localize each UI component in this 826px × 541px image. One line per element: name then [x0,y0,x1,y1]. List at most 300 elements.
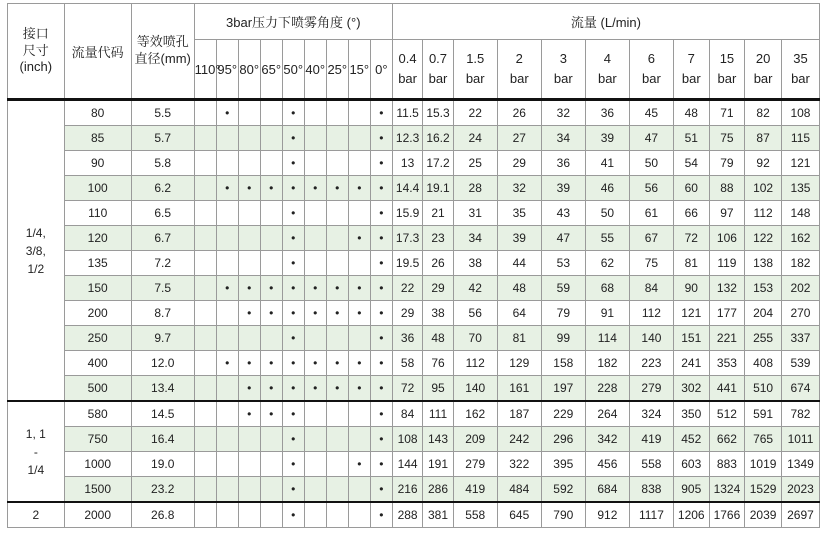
flow-cell: 26 [423,251,453,276]
flow-cell: 2023 [781,477,819,503]
angle-cell [194,126,216,151]
flow-cell: 36 [392,326,422,351]
flow-cell: 229 [541,401,585,427]
flow-cell: 56 [629,176,673,201]
flow-cell: 102 [745,176,782,201]
flow-cell: 140 [629,326,673,351]
size-cell: 1, 1 - 1/4 [8,401,65,502]
flow-cell: 95 [423,376,453,402]
flow-cell: 591 [745,401,782,427]
flow-cell: 350 [673,401,709,427]
flow-cell: 342 [585,427,629,452]
pressure-value: 15 [719,50,735,66]
size-header [8,4,65,100]
angle-available-dot: • [247,181,252,195]
pressure-unit: bar [465,71,485,86]
angle-available-dot: • [379,432,384,446]
angle-cell [194,502,216,528]
pressure-value: 3 [559,50,567,66]
angle-available-dot: • [379,306,384,320]
angle-cell [282,301,304,326]
angle-available-dot: • [291,508,296,522]
pressure-unit: bar [791,71,810,86]
angle-available-dot: • [313,306,318,320]
flow-cell: 790 [541,502,585,528]
table-row [8,427,820,452]
angle-cell [348,100,370,126]
angle-cell [216,401,238,427]
flow-cell: 408 [745,351,782,376]
angle-cell [304,301,326,326]
angle-cell [260,201,282,226]
angle-cell [326,326,348,351]
pressure-unit: bar [642,71,661,86]
angle-cell [260,276,282,301]
angle-cell [282,477,304,503]
flow-cell: 41 [585,151,629,176]
orifice-cell: 7.5 [131,276,194,301]
flow-cell: 324 [629,401,673,427]
flow-code-cell: 250 [64,326,131,351]
flow-cell: 39 [541,176,585,201]
flow-cell: 539 [781,351,819,376]
flow-cell: 187 [497,401,541,427]
angle-available-dot: • [313,281,318,295]
angle-cell [370,376,392,402]
angle-cell [348,427,370,452]
angle-cell [326,427,348,452]
flow-cell: 381 [423,502,453,528]
flow-cell: 35 [497,201,541,226]
angle-available-dot: • [357,181,362,195]
flow-cell: 55 [585,226,629,251]
flow-cell: 48 [423,326,453,351]
angle-cell [326,176,348,201]
angle-cell [282,427,304,452]
angle-available-dot: • [357,356,362,370]
pressure-value: 20 [755,50,771,66]
flow-cell: 1766 [709,502,745,528]
angle-available-dot: • [313,181,318,195]
flow-cell: 209 [453,427,497,452]
flow-cell: 70 [453,326,497,351]
flow-cell: 216 [392,477,422,503]
orifice-header-text: 等效喷孔 直径(mm) [134,34,191,66]
flow-cell: 148 [781,201,819,226]
flow-cell: 81 [497,326,541,351]
flow-cell: 72 [392,376,422,402]
table-row [8,251,820,276]
flow-cell: 279 [453,452,497,477]
angle-cell [260,502,282,528]
table-row [8,452,820,477]
flow-cell: 241 [673,351,709,376]
flow-cell: 162 [781,226,819,251]
flow-cell: 19.1 [423,176,453,201]
angle-available-dot: • [335,181,340,195]
orifice-cell: 5.8 [131,151,194,176]
pressure-value: 6 [647,50,656,66]
flow-cell: 13 [392,151,422,176]
flow-cell: 115 [781,126,819,151]
angle-cell [370,427,392,452]
flow-cell: 1117 [629,502,673,528]
angle-cell [370,226,392,251]
angle-cell [216,226,238,251]
pressure-unit: bar [398,71,417,86]
flow-code-cell: 1500 [64,477,131,503]
angle-available-dot: • [225,356,230,370]
flow-cell: 158 [541,351,585,376]
angle-cell [216,176,238,201]
orifice-cell: 23.2 [131,477,194,503]
flow-cell: 912 [585,502,629,528]
flow-cell: 108 [392,427,422,452]
flow-cell: 456 [585,452,629,477]
angle-cell [282,401,304,427]
angle-cell [326,351,348,376]
flow-cell: 39 [585,126,629,151]
orifice-cell: 26.8 [131,502,194,528]
angle-cell [238,427,260,452]
angle-cell [194,452,216,477]
pressure-value: 2 [515,50,523,66]
flow-cell: 121 [781,151,819,176]
flow-code-cell: 2000 [64,502,131,528]
flow-cell: 87 [745,126,782,151]
angle-available-dot: • [379,131,384,145]
angle-cell [194,100,216,126]
flow-cell: 883 [709,452,745,477]
flow-cell: 108 [781,100,819,126]
angle-cell [238,477,260,503]
flow-code-cell: 90 [64,151,131,176]
flow-cell: 1529 [745,477,782,503]
angle-cell [238,151,260,176]
pressure-header [423,40,453,100]
angle-cell [282,176,304,201]
angle-cell [326,226,348,251]
angle-available-dot: • [291,206,296,220]
angle-available-dot: • [313,356,318,370]
flow-cell: 177 [709,301,745,326]
angle-available-dot: • [291,181,296,195]
angle-cell [326,201,348,226]
table-row [8,201,820,226]
angle-cell [326,151,348,176]
angle-cell [348,401,370,427]
flow-cell: 56 [453,301,497,326]
flow-cell: 25 [453,151,497,176]
flow-cell: 75 [709,126,745,151]
flow-code-cell: 200 [64,301,131,326]
flow-cell: 19.5 [392,251,422,276]
angle-available-dot: • [291,306,296,320]
table-row [8,401,820,427]
size-cell: 1/4, 3/8, 1/2 [8,100,65,402]
flow-cell: 2697 [781,502,819,528]
angle-cell [348,301,370,326]
angle-cell [282,151,304,176]
angle-available-dot: • [379,482,384,496]
flow-code-cell: 85 [64,126,131,151]
angle-cell [282,351,304,376]
flow-cell: 558 [453,502,497,528]
angle-available-dot: • [247,306,252,320]
orifice-cell: 16.4 [131,427,194,452]
angle-cell [194,176,216,201]
orifice-cell: 5.7 [131,126,194,151]
angle-cell [370,151,392,176]
angle-cell [216,502,238,528]
angle-available-dot: • [335,281,340,295]
flow-cell: 39 [497,226,541,251]
pressure-value: 35 [793,50,808,66]
flow-cell: 36 [541,151,585,176]
angle-available-dot: • [225,181,230,195]
angle-cell [238,201,260,226]
flow-cell: 44 [497,251,541,276]
angle-cell [216,100,238,126]
table-row [8,176,820,201]
flow-cell: 302 [673,376,709,402]
flow-cell: 60 [673,176,709,201]
flow-cell: 58 [392,351,422,376]
angle-cell [282,226,304,251]
angle-available-dot: • [291,407,296,421]
flow-cell: 162 [453,401,497,427]
flow-cell: 50 [629,151,673,176]
flow-cell: 28 [453,176,497,201]
orifice-cell: 13.4 [131,376,194,402]
flow-cell: 67 [629,226,673,251]
flow-code-cell: 500 [64,376,131,402]
angle-available-dot: • [269,356,274,370]
flow-cell: 510 [745,376,782,402]
flow-cell: 22 [392,276,422,301]
angle-cell [194,477,216,503]
flow-cell: 48 [673,100,709,126]
angle-cell [216,427,238,452]
flow-cell: 112 [745,201,782,226]
flow-cell: 38 [453,251,497,276]
flow-cell: 22 [453,100,497,126]
angle-cell [304,176,326,201]
pressure-header [392,40,422,100]
orifice-cell: 6.5 [131,201,194,226]
angle-cell [370,251,392,276]
flow-cell: 38 [423,301,453,326]
table-row [8,376,820,402]
orifice-cell: 12.0 [131,351,194,376]
angle-available-dot: • [357,306,362,320]
angle-cell [238,276,260,301]
angle-cell [194,326,216,351]
angle-cell [348,351,370,376]
flow-code-cell: 100 [64,176,131,201]
angle-available-dot: • [291,281,296,295]
table-row [8,326,820,351]
flow-cell: 75 [629,251,673,276]
angle-available-dot: • [291,356,296,370]
angle-cell [260,226,282,251]
angle-cell [304,126,326,151]
flow-cell: 90 [673,276,709,301]
table-row [8,351,820,376]
table-row [8,100,820,126]
angle-cell [304,502,326,528]
angle-cell [260,151,282,176]
flow-cell: 17.3 [392,226,422,251]
angle-available-dot: • [335,356,340,370]
angle-cell [282,376,304,402]
flow-cell: 228 [585,376,629,402]
table-row [8,226,820,251]
angle-available-dot: • [379,256,384,270]
angle-available-dot: • [291,256,296,270]
angle-cell [348,251,370,276]
flow-code-cell: 400 [64,351,131,376]
flow-cell: 12.3 [392,126,422,151]
table-row [8,502,820,528]
flow-cell: 106 [709,226,745,251]
flow-cell: 296 [541,427,585,452]
flow-cell: 31 [453,201,497,226]
pressure-unit: bar [553,71,573,86]
flow-cell: 143 [423,427,453,452]
flow-code-cell: 135 [64,251,131,276]
angle-cell [370,326,392,351]
angle-available-dot: • [291,432,296,446]
flow-cell: 88 [709,176,745,201]
angle-cell [216,326,238,351]
angle-cell [348,151,370,176]
angle-cell [348,176,370,201]
flow-cell: 16.2 [423,126,453,151]
flow-cell: 197 [541,376,585,402]
flow-code-cell: 1000 [64,452,131,477]
header-row-top [8,4,820,40]
flow-cell: 14.4 [392,176,422,201]
angle-cell [348,452,370,477]
flow-cell: 79 [541,301,585,326]
table-body [8,100,820,528]
angle-cell [348,376,370,402]
angle-cell [370,301,392,326]
angle-cell [194,351,216,376]
pressure-header [585,40,629,100]
flow-cell: 71 [709,100,745,126]
angle-cell [326,126,348,151]
angle-cell [216,452,238,477]
flow-cell: 26 [497,100,541,126]
angle-available-dot: • [291,331,296,345]
angle-available-dot: • [291,482,296,496]
flow-cell: 50 [585,201,629,226]
angle-cell [304,326,326,351]
pressure-header [745,40,782,100]
flow-cell: 53 [541,251,585,276]
angle-cell [194,401,216,427]
flow-cell: 61 [629,201,673,226]
flow-cell: 34 [453,226,497,251]
angle-cell [304,477,326,503]
flow-cell: 76 [423,351,453,376]
angle-cell [304,226,326,251]
angle-available-dot: • [269,381,274,395]
angle-cell [370,477,392,503]
flow-cell: 91 [585,301,629,326]
angle-cell [326,452,348,477]
code-header: 流量代码 [64,4,131,100]
angle-cell [216,126,238,151]
angle-available-dot: • [291,156,296,170]
flow-cell: 674 [781,376,819,402]
flow-cell: 99 [541,326,585,351]
angle-available-dot: • [313,381,318,395]
angle-cell [238,176,260,201]
table-row [8,301,820,326]
angle-cell [326,301,348,326]
flow-cell: 29 [497,151,541,176]
flow-cell: 202 [781,276,819,301]
flow-cell: 322 [497,452,541,477]
angle-header: 50° [282,40,304,100]
angle-cell [370,351,392,376]
flow-cell: 47 [541,226,585,251]
angle-cell [370,452,392,477]
flow-cell: 782 [781,401,819,427]
angle-cell [370,401,392,427]
flow-cell: 1324 [709,477,745,503]
angle-cell [216,477,238,503]
angle-available-dot: • [291,381,296,395]
angle-cell [348,126,370,151]
flow-cell: 46 [585,176,629,201]
angle-cell [238,126,260,151]
flow-cell: 151 [673,326,709,351]
angle-cell [194,151,216,176]
flow-cell: 558 [629,452,673,477]
flow-cell: 1019 [745,452,782,477]
flow-cell: 138 [745,251,782,276]
angle-available-dot: • [379,457,384,471]
pressure-unit: bar [428,71,448,86]
flow-cell: 264 [585,401,629,427]
angle-available-dot: • [291,131,296,145]
angle-available-dot: • [379,331,384,345]
angle-cell [238,452,260,477]
orifice-cell: 6.2 [131,176,194,201]
flow-cell: 97 [709,201,745,226]
angle-cell [326,502,348,528]
angle-cell [194,376,216,402]
flow-cell: 27 [497,126,541,151]
angle-cell [238,502,260,528]
flow-code-cell: 150 [64,276,131,301]
angle-cell [194,251,216,276]
angle-cell [304,201,326,226]
flow-cell: 1011 [781,427,819,452]
flow-cell: 119 [709,251,745,276]
orifice-cell: 14.5 [131,401,194,427]
angle-cell [282,326,304,351]
angle-cell [260,326,282,351]
angle-cell [216,351,238,376]
angle-cell [238,326,260,351]
flow-cell: 17.2 [423,151,453,176]
flow-cell: 182 [585,351,629,376]
